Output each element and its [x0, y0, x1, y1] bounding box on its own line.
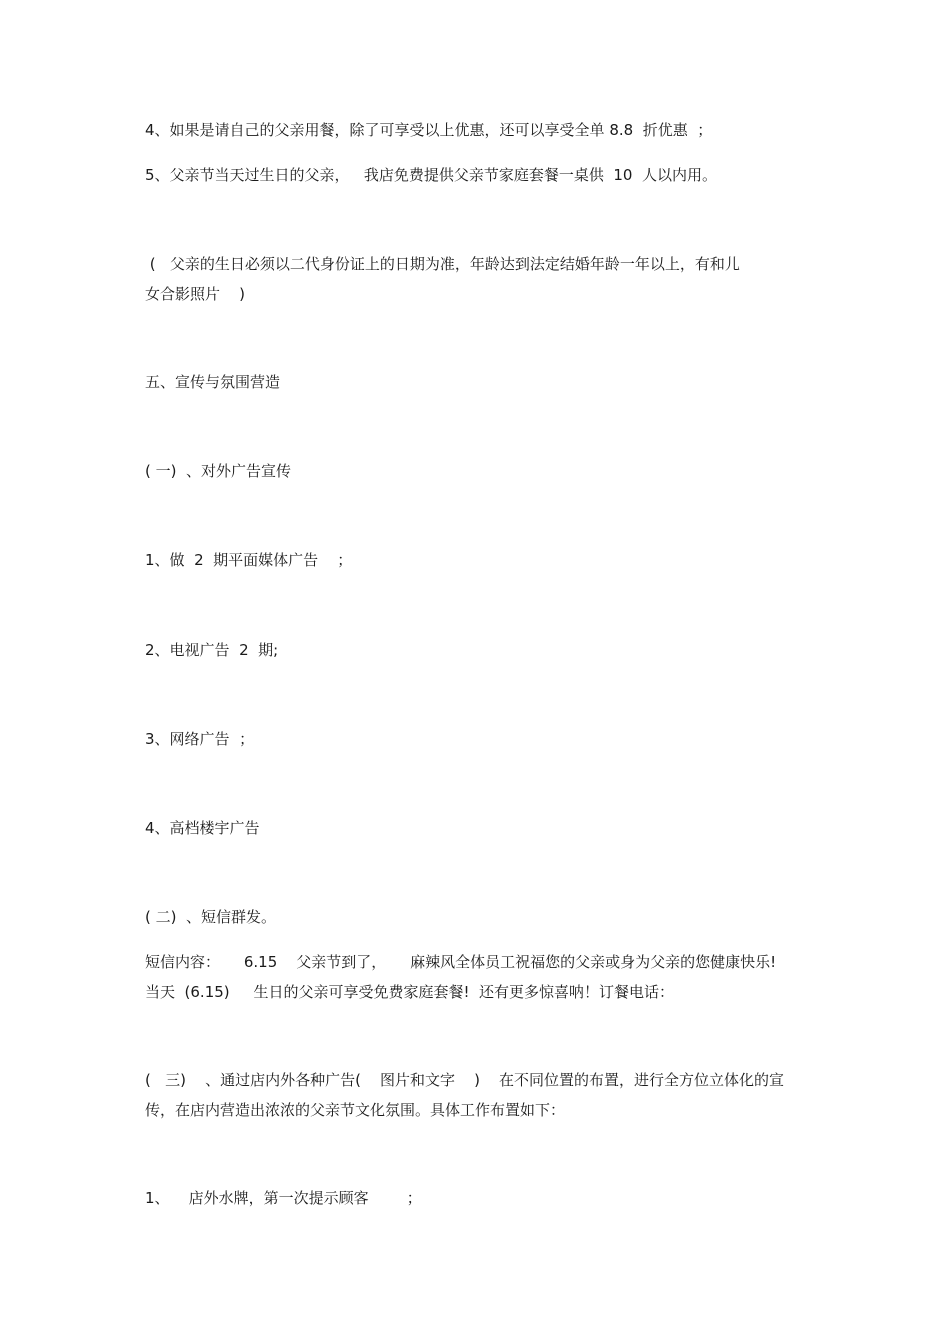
- birthday-note-line-2: 女合影照片 ): [145, 285, 245, 303]
- ad-item-2: 2、电视广告 2 期;: [145, 641, 279, 659]
- section-heading: 五、宣传与氛围营造: [145, 373, 281, 391]
- sms-content-line-1: 短信内容： 6.15 父亲节到了， 麻辣风全体员工祝福您的父亲或身为父亲的您健康快乐!: [145, 953, 777, 971]
- arrangement-item-1: 1、 店外水牌，第一次提示顾客 ；: [145, 1189, 422, 1207]
- subsection-2-heading: ( 二) 、短信群发。: [145, 908, 277, 926]
- item-4-discount-line: 4、如果是请自己的父亲用餐，除了可享受以上优惠，还可以享受全单 8.8 折优惠 ；: [145, 121, 713, 139]
- sms-content-line-2: 当天 (6.15) 生日的父亲可享受免费家庭套餐! 还有更多惊喜呐！订餐电话：: [145, 983, 675, 1001]
- subsection-3-line-2: 传，在店内营造出浓浓的父亲节文化氛围。具体工作布置如下：: [145, 1101, 566, 1119]
- birthday-note-line-1: ( 父亲的生日必须以二代身份证上的日期为准，年龄达到法定结婚年龄一年以上，有和儿: [145, 255, 740, 273]
- ad-item-3: 3、网络广告 ；: [145, 730, 255, 748]
- subsection-3-line-1: ( 三) 、通过店内外各种广告( 图片和文字 ) 在不同位置的布置，进行全方位立体化的宣: [145, 1071, 785, 1089]
- ad-item-1: 1、做 2 期平面媒体广告 ；: [145, 551, 353, 569]
- ad-item-4: 4、高档楼宇广告: [145, 819, 260, 837]
- item-5-birthday-line: 5、父亲节当天过生日的父亲， 我店免费提供父亲节家庭套餐一桌供 10 人以内用。: [145, 166, 718, 184]
- subsection-1-heading: ( 一) 、对外广告宣传: [145, 462, 292, 480]
